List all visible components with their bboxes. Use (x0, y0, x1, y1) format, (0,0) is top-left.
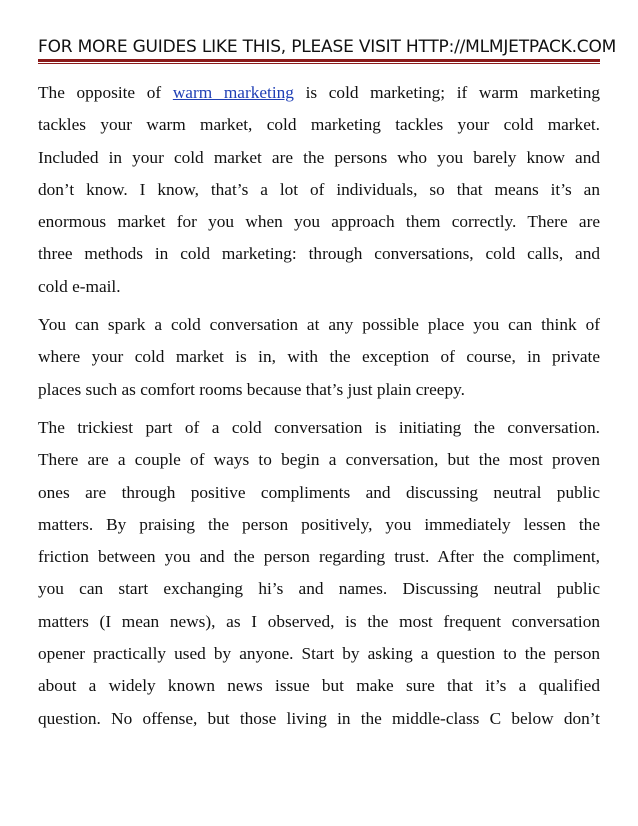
text-line (38, 77, 600, 109)
text-line: ones are through positive compliments and discussing neutral public (38, 482, 600, 502)
paragraph-3 (38, 412, 600, 735)
text-line: enormous market for you when you approach them correctly. There are (38, 212, 600, 232)
text-line: cold e-mail. (38, 276, 121, 296)
text-segment: is cold marketing; if warm marketing (293, 83, 600, 102)
document-body (38, 77, 600, 741)
text-line: question. No offense, but those living in the middle-class C below don’t (38, 708, 600, 728)
text-line: you can start exchanging hi’s and names. Discussing neutral public (38, 579, 600, 599)
paragraph-2 (38, 309, 600, 406)
text-line: where your cold market is in, with the exception of course, in private (38, 347, 600, 367)
paragraph-1 (38, 77, 600, 303)
text-line: don’t know. I know, that’s a lot of individuals, so that means it’s an (38, 179, 600, 199)
text-line: Included in your cold market are the persons who you barely know and (38, 147, 600, 167)
text-segment: The opposite of (38, 83, 173, 102)
text-line: The trickiest part of a cold conversation is initiating the conversation. (38, 417, 600, 437)
text-line: matters (I mean news), as I observed, is the most frequent conversation (38, 611, 600, 631)
text-line: three methods in cold marketing: through conversations, cold calls, and (38, 244, 600, 264)
header-divider (38, 59, 600, 62)
text-line: about a widely known news issue but make sure that it’s a qualified (38, 676, 600, 696)
text-line: opener practically used by anyone. Start by asking a question to the person (38, 644, 600, 664)
text-line: There are a couple of ways to begin a conversation, but the most proven (38, 450, 600, 470)
text-line: tackles your warm market, cold marketing tackles your cold market. (38, 115, 600, 135)
text-line: friction between you and the person regarding trust. After the compliment, (38, 547, 600, 567)
header-divider-thin (38, 63, 600, 64)
text-line: places such as comfort rooms because that’s just plain creepy. (38, 379, 465, 399)
text-line: You can spark a cold conversation at any possible place you can think of (38, 315, 600, 335)
warm-marketing-link[interactable]: warm marketing (172, 83, 294, 102)
text-line: matters. By praising the person positively, you immediately lessen the (38, 514, 600, 534)
site-banner: FOR MORE GUIDES LIKE THIS, PLEASE VISIT HTTP://MLMJETPACK.COM (38, 37, 617, 57)
